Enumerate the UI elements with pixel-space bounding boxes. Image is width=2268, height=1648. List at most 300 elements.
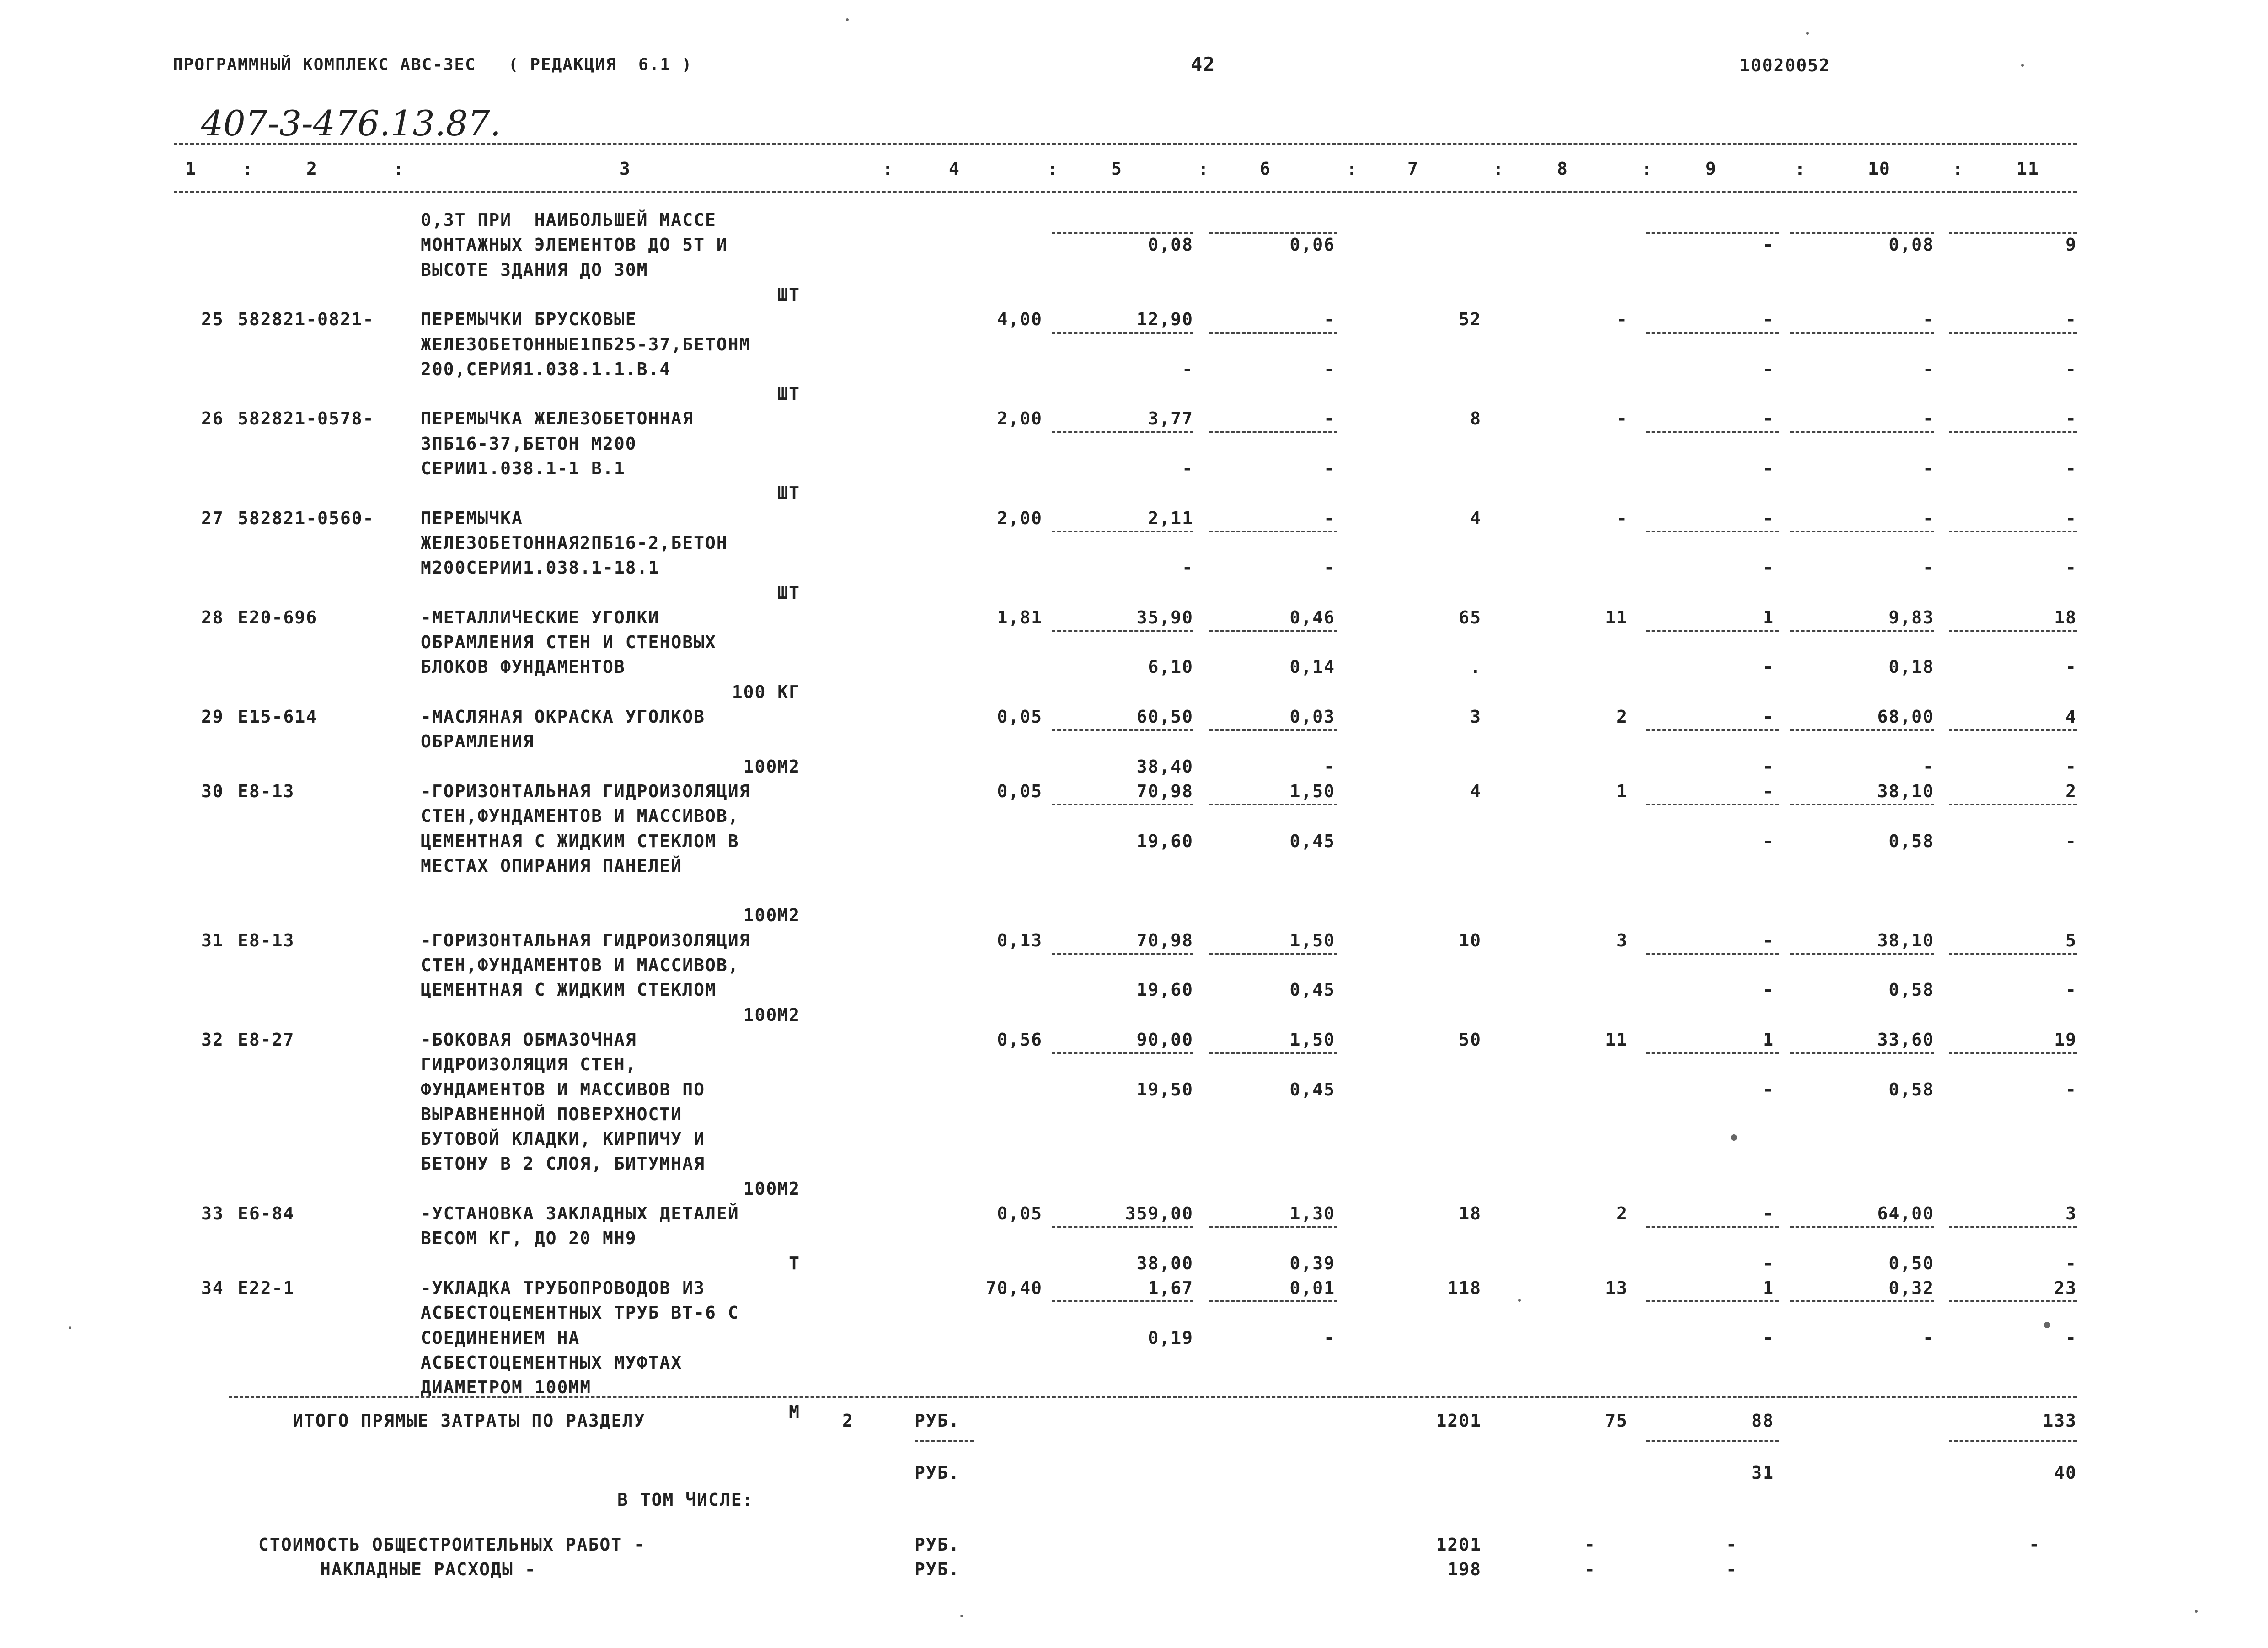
scan-blot bbox=[2044, 1322, 2050, 1328]
col6-unit-wage: - bbox=[1324, 458, 1335, 478]
cell-rule bbox=[1209, 431, 1337, 433]
col4-quantity: 2,00 bbox=[997, 408, 1043, 429]
work-description: ЦЕМЕНТНАЯ С ЖИДКИМ СТЕКЛОМ bbox=[421, 980, 717, 1000]
total-rule-col11 bbox=[1949, 1440, 2077, 1442]
col9-machines: - bbox=[1763, 235, 1774, 255]
work-description: МЕСТАХ ОПИРАНИЯ ПАНЕЛЕЙ bbox=[421, 856, 683, 876]
col9-machines: - bbox=[1763, 980, 1774, 1000]
document-code: 10020052 bbox=[1739, 55, 1831, 75]
cell-rule bbox=[1209, 1052, 1337, 1054]
column-separator: : bbox=[1347, 159, 1358, 179]
cell-rule bbox=[1052, 729, 1193, 731]
col11-value: - bbox=[2065, 309, 2077, 329]
item-number: 31 bbox=[201, 930, 224, 950]
col5-unit-cost: 6,10 bbox=[1148, 657, 1193, 677]
col10-value: - bbox=[1923, 1328, 1934, 1348]
work-description: БЕТОНУ В 2 СЛОЯ, БИТУМНАЯ bbox=[421, 1154, 705, 1174]
col9-machines: - bbox=[1763, 1079, 1774, 1100]
col11-value: - bbox=[2065, 1079, 2077, 1100]
cell-rule bbox=[1790, 1052, 1934, 1054]
col5-unit-cost: 60,50 bbox=[1136, 707, 1193, 727]
cell-rule bbox=[1949, 1300, 2077, 1302]
col4-quantity: 0,05 bbox=[997, 781, 1043, 801]
cell-rule bbox=[1209, 232, 1337, 234]
column-separator: : bbox=[393, 159, 405, 179]
scan-speck bbox=[2195, 1610, 2198, 1613]
overhead-col8: - bbox=[1584, 1559, 1596, 1579]
column-separator: : bbox=[1198, 159, 1209, 179]
col7-total-cost: 118 bbox=[1447, 1278, 1482, 1298]
col10-value: 64,00 bbox=[1877, 1203, 1934, 1224]
cell-rule bbox=[1949, 953, 2077, 955]
item-number: 27 bbox=[201, 508, 224, 528]
total-col8: 75 bbox=[1605, 1411, 1628, 1431]
col8-total-wage: 3 bbox=[1616, 930, 1628, 950]
cell-rule bbox=[1052, 232, 1193, 234]
col10-value: 0,18 bbox=[1888, 657, 1934, 677]
col5-unit-cost: - bbox=[1182, 558, 1193, 578]
col5-unit-cost: - bbox=[1182, 359, 1193, 379]
cost-currency: РУБ. bbox=[915, 1535, 960, 1555]
price-code: Е6-84 bbox=[238, 1203, 295, 1224]
cell-rule bbox=[1790, 232, 1934, 234]
col8-total-wage: 11 bbox=[1605, 1030, 1628, 1050]
col10-value: 38,10 bbox=[1877, 930, 1934, 950]
col11-value: 2 bbox=[2065, 781, 2077, 801]
work-description: АСБЕСТОЦЕМЕНТНЫХ ТРУБ ВТ-6 С bbox=[421, 1303, 739, 1323]
price-code: Е22-1 bbox=[238, 1278, 295, 1298]
work-description: ГИДРОИЗОЛЯЦИЯ СТЕН, bbox=[421, 1054, 637, 1074]
item-number: 34 bbox=[201, 1278, 224, 1298]
col9-machines: - bbox=[1763, 1253, 1774, 1273]
total-rule-col9 bbox=[1646, 1440, 1779, 1442]
cell-rule bbox=[1646, 804, 1779, 805]
work-description: ВЕСОМ КГ, ДО 20 МН9 bbox=[421, 1228, 637, 1248]
col10-value: - bbox=[1923, 558, 1934, 578]
col10-value: 0,58 bbox=[1888, 980, 1934, 1000]
scan-speck bbox=[960, 1615, 963, 1617]
col10-value: - bbox=[1923, 309, 1934, 329]
col6-unit-wage: 1,50 bbox=[1289, 1030, 1335, 1050]
col5-unit-cost: - bbox=[1182, 458, 1193, 478]
col5-unit-cost: 359,00 bbox=[1125, 1203, 1193, 1224]
col8-total-wage: 1 bbox=[1616, 781, 1628, 801]
col9-machines: - bbox=[1763, 309, 1774, 329]
col6-unit-wage: - bbox=[1324, 1328, 1335, 1348]
unit-of-measure: ШТ bbox=[777, 583, 800, 603]
item-number: 26 bbox=[201, 408, 224, 429]
col8-total-wage: 11 bbox=[1605, 607, 1628, 628]
col7-total-cost: 3 bbox=[1470, 707, 1482, 727]
work-description: ФУНДАМЕНТОВ И МАССИВОВ ПО bbox=[421, 1079, 705, 1100]
col6-unit-wage: - bbox=[1324, 558, 1335, 578]
col8-total-wage: 2 bbox=[1616, 1203, 1628, 1224]
col9-machines: 1 bbox=[1763, 1278, 1774, 1298]
work-description: -МЕТАЛЛИЧЕСКИЕ УГОЛКИ bbox=[421, 607, 660, 628]
cell-rule bbox=[1209, 804, 1337, 805]
col7-total-cost: 4 bbox=[1470, 781, 1482, 801]
unit-of-measure: 100 КГ bbox=[732, 682, 800, 702]
total-rule-currency bbox=[915, 1440, 974, 1442]
column-header: 10 bbox=[1868, 159, 1891, 179]
item-number: 25 bbox=[201, 309, 224, 329]
item-number: 28 bbox=[201, 607, 224, 628]
cell-rule bbox=[1949, 729, 2077, 731]
col10-value: - bbox=[1923, 508, 1934, 528]
cell-rule bbox=[1052, 1300, 1193, 1302]
col10-value: 0,50 bbox=[1888, 1253, 1934, 1273]
col5-unit-cost: 3,77 bbox=[1148, 408, 1193, 429]
col5-unit-cost: 0,19 bbox=[1148, 1328, 1193, 1348]
work-description: СЕРИИ1.038.1-1 В.1 bbox=[421, 458, 626, 478]
cell-rule bbox=[1949, 1052, 2077, 1054]
col11-value: - bbox=[2065, 757, 2077, 777]
cell-rule bbox=[1052, 953, 1193, 955]
cell-rule bbox=[1949, 1226, 2077, 1228]
unit-of-measure: Т bbox=[789, 1253, 800, 1273]
cell-rule bbox=[1209, 332, 1337, 334]
work-description: ОБРАМЛЕНИЯ СТЕН И СТЕНОВЫХ bbox=[421, 632, 717, 652]
col7-total-cost: . bbox=[1470, 657, 1482, 677]
price-code: 582821-0821- bbox=[238, 309, 374, 329]
col5-unit-cost: 19,60 bbox=[1136, 831, 1193, 851]
col6-unit-wage: - bbox=[1324, 408, 1335, 429]
cell-rule bbox=[1052, 332, 1193, 334]
col9-machines: - bbox=[1763, 707, 1774, 727]
col7-total-cost: 50 bbox=[1459, 1030, 1482, 1050]
col6-unit-wage: 0,45 bbox=[1289, 1079, 1335, 1100]
column-header: 7 bbox=[1407, 159, 1419, 179]
col10-value: 9,83 bbox=[1888, 607, 1934, 628]
cell-rule bbox=[1209, 729, 1337, 731]
column-separator: : bbox=[1952, 159, 1964, 179]
col11-value: - bbox=[2065, 657, 2077, 677]
page-number: 42 bbox=[1191, 53, 1216, 75]
col11-value: - bbox=[2065, 980, 2077, 1000]
unit-of-measure: ШТ bbox=[777, 285, 800, 305]
cell-rule bbox=[1646, 630, 1779, 632]
cell-rule bbox=[1052, 1052, 1193, 1054]
cell-rule bbox=[1790, 431, 1934, 433]
work-description: -ГОРИЗОНТАЛЬНАЯ ГИДРОИЗОЛЯЦИЯ bbox=[421, 781, 751, 801]
col6-unit-wage: 0,45 bbox=[1289, 831, 1335, 851]
scan-blot bbox=[1731, 1134, 1737, 1141]
column-separator: : bbox=[1642, 159, 1653, 179]
work-description: МОНТАЖНЫХ ЭЛЕМЕНТОВ ДО 5Т И bbox=[421, 235, 728, 255]
cell-rule bbox=[1209, 1226, 1337, 1228]
col8-total-wage: - bbox=[1616, 508, 1628, 528]
work-description: -УСТАНОВКА ЗАКЛАДНЫХ ДЕТАЛЕЙ bbox=[421, 1203, 739, 1224]
col10-value: - bbox=[1923, 359, 1934, 379]
cell-rule bbox=[1646, 531, 1779, 532]
col5-unit-cost: 38,00 bbox=[1136, 1253, 1193, 1273]
col4-quantity: 0,56 bbox=[997, 1030, 1043, 1050]
column-header: 2 bbox=[306, 159, 318, 179]
col4-quantity: 0,13 bbox=[997, 930, 1043, 950]
work-description: ВЫСОТЕ ЗДАНИЯ ДО 30М bbox=[421, 260, 648, 280]
col5-unit-cost: 38,40 bbox=[1136, 757, 1193, 777]
total-col9: 88 bbox=[1751, 1411, 1774, 1431]
col6-unit-wage: - bbox=[1324, 757, 1335, 777]
summary-rule bbox=[229, 1396, 2077, 1398]
work-description: М200СЕРИИ1.038.1-18.1 bbox=[421, 558, 660, 578]
cell-rule bbox=[1790, 804, 1934, 805]
sub-col11: 40 bbox=[2054, 1463, 2077, 1483]
col11-value: - bbox=[2065, 831, 2077, 851]
col7-total-cost: 4 bbox=[1470, 508, 1482, 528]
cell-rule bbox=[1646, 431, 1779, 433]
total-section: 2 bbox=[842, 1411, 854, 1431]
col9-machines: - bbox=[1763, 757, 1774, 777]
col9-machines: - bbox=[1763, 359, 1774, 379]
col6-unit-wage: 0,14 bbox=[1289, 657, 1335, 677]
cell-rule bbox=[1209, 953, 1337, 955]
unit-of-measure: 100М2 bbox=[743, 1005, 800, 1025]
col7-total-cost: 10 bbox=[1459, 930, 1482, 950]
cost-label: СТОИМОСТЬ ОБЩЕСТРОИТЕЛЬНЫХ РАБОТ - bbox=[258, 1535, 645, 1555]
overhead-col7: 198 bbox=[1447, 1559, 1482, 1579]
col9-machines: - bbox=[1763, 831, 1774, 851]
unit-of-measure: 100М2 bbox=[743, 905, 800, 925]
unit-of-measure: ШТ bbox=[777, 384, 800, 404]
column-header: 4 bbox=[949, 159, 960, 179]
col9-machines: - bbox=[1763, 458, 1774, 478]
work-description: ДИАМЕТРОМ 100ММ bbox=[421, 1377, 592, 1397]
cell-rule bbox=[1790, 332, 1934, 334]
col10-value: 68,00 bbox=[1877, 707, 1934, 727]
work-description: ПЕРЕМЫЧКА bbox=[421, 508, 523, 528]
cell-rule bbox=[1646, 1300, 1779, 1302]
col6-unit-wage: 0,01 bbox=[1289, 1278, 1335, 1298]
work-description: ОБРАМЛЕНИЯ bbox=[421, 731, 535, 752]
cell-rule bbox=[1052, 531, 1193, 532]
cell-rule bbox=[1052, 431, 1193, 433]
cell-rule bbox=[1790, 1226, 1934, 1228]
work-description: ПЕРЕМЫЧКА ЖЕЛЕЗОБЕТОННАЯ bbox=[421, 408, 694, 429]
col10-value: - bbox=[1923, 757, 1934, 777]
col11-value: 3 bbox=[2065, 1203, 2077, 1224]
work-description: АСБЕСТОЦЕМЕНТНЫХ МУФТАХ bbox=[421, 1353, 683, 1373]
col10-value: - bbox=[1923, 458, 1934, 478]
col11-value: - bbox=[2065, 1253, 2077, 1273]
col5-unit-cost: 1,67 bbox=[1148, 1278, 1193, 1298]
col10-value: - bbox=[1923, 408, 1934, 429]
overhead-col9: - bbox=[1726, 1559, 1738, 1579]
cell-rule bbox=[1052, 630, 1193, 632]
work-description: 0,3Т ПРИ НАИБОЛЬШЕЙ МАССЕ bbox=[421, 210, 717, 230]
cost-col9: - bbox=[1726, 1535, 1738, 1555]
cell-rule bbox=[1949, 332, 2077, 334]
col5-unit-cost: 2,11 bbox=[1148, 508, 1193, 528]
col6-unit-wage: - bbox=[1324, 508, 1335, 528]
column-header: 6 bbox=[1260, 159, 1271, 179]
cell-rule bbox=[1790, 630, 1934, 632]
cell-rule bbox=[1646, 1052, 1779, 1054]
col9-machines: - bbox=[1763, 508, 1774, 528]
col7-total-cost: 52 bbox=[1459, 309, 1482, 329]
price-code: 582821-0578- bbox=[238, 408, 374, 429]
col6-unit-wage: 1,50 bbox=[1289, 930, 1335, 950]
column-header: 3 bbox=[620, 159, 631, 179]
work-description: ЖЕЛЕЗОБЕТОННАЯ2ПБ16-2,БЕТОН bbox=[421, 533, 728, 553]
col7-total-cost: 18 bbox=[1459, 1203, 1482, 1224]
total-currency: РУБ. bbox=[915, 1411, 960, 1431]
col11-value: - bbox=[2065, 408, 2077, 429]
col6-unit-wage: 1,30 bbox=[1289, 1203, 1335, 1224]
column-separator: : bbox=[883, 159, 894, 179]
header-rule bbox=[174, 191, 2077, 193]
col4-quantity: 4,00 bbox=[997, 309, 1043, 329]
col8-total-wage: - bbox=[1616, 309, 1628, 329]
scan-speck bbox=[846, 18, 849, 21]
col10-value: 0,58 bbox=[1888, 831, 1934, 851]
col7-total-cost: 65 bbox=[1459, 607, 1482, 628]
cost-col8: - bbox=[1584, 1535, 1596, 1555]
column-header: 8 bbox=[1557, 159, 1568, 179]
col11-value: - bbox=[2065, 1328, 2077, 1348]
work-description: 3ПБ16-37,БЕТОН М200 bbox=[421, 434, 637, 454]
col11-value: - bbox=[2065, 458, 2077, 478]
col9-machines: - bbox=[1763, 558, 1774, 578]
cell-rule bbox=[1646, 232, 1779, 234]
col11-value: - bbox=[2065, 558, 2077, 578]
cell-rule bbox=[1646, 1226, 1779, 1228]
total-label: ИТОГО ПРЯМЫЕ ЗАТРАТЫ ПО РАЗДЕЛУ bbox=[293, 1411, 646, 1431]
sub-currency: РУБ. bbox=[915, 1463, 960, 1483]
cell-rule bbox=[1646, 332, 1779, 334]
col6-unit-wage: 0,03 bbox=[1289, 707, 1335, 727]
work-description: СОЕДИНЕНИЕМ НА bbox=[421, 1328, 580, 1348]
cell-rule bbox=[1646, 953, 1779, 955]
cell-rule bbox=[1209, 630, 1337, 632]
cost-col7: 1201 bbox=[1436, 1535, 1482, 1555]
col5-unit-cost: 35,90 bbox=[1136, 607, 1193, 628]
work-description: ВЫРАВНЕННОЙ ПОВЕРХНОСТИ bbox=[421, 1104, 683, 1124]
cell-rule bbox=[1790, 531, 1934, 532]
col10-value: 33,60 bbox=[1877, 1030, 1934, 1050]
work-description: ЦЕМЕНТНАЯ С ЖИДКИМ СТЕКЛОМ В bbox=[421, 831, 739, 851]
col5-unit-cost: 19,60 bbox=[1136, 980, 1193, 1000]
cell-rule bbox=[1949, 232, 2077, 234]
col6-unit-wage: 0,45 bbox=[1289, 980, 1335, 1000]
col9-machines: - bbox=[1763, 930, 1774, 950]
col4-quantity: 0,05 bbox=[997, 1203, 1043, 1224]
col6-unit-wage: - bbox=[1324, 309, 1335, 329]
col4-quantity: 0,05 bbox=[997, 707, 1043, 727]
program-header: ПРОГРАММНЫЙ КОМПЛЕКС АВС-3ЕС ( РЕДАКЦИЯ 6.1 ) bbox=[173, 55, 693, 74]
col8-total-wage: 13 bbox=[1605, 1278, 1628, 1298]
cell-rule bbox=[1949, 431, 2077, 433]
col6-unit-wage: 1,50 bbox=[1289, 781, 1335, 801]
item-number: 32 bbox=[201, 1030, 224, 1050]
cell-rule bbox=[1052, 1226, 1193, 1228]
work-description: БУТОВОЙ КЛАДКИ, КИРПИЧУ И bbox=[421, 1129, 705, 1149]
work-description: СТЕН,ФУНДАМЕНТОВ И МАССИВОВ, bbox=[421, 806, 739, 826]
col9-machines: - bbox=[1763, 781, 1774, 801]
item-number: 29 bbox=[201, 707, 224, 727]
cell-rule bbox=[1790, 729, 1934, 731]
col11-value: - bbox=[2065, 508, 2077, 528]
col4-quantity: 2,00 bbox=[997, 508, 1043, 528]
price-code: 582821-0560- bbox=[238, 508, 374, 528]
cell-rule bbox=[1949, 804, 2077, 805]
price-code: Е8-13 bbox=[238, 781, 295, 801]
unit-of-measure: 100М2 bbox=[743, 1179, 800, 1199]
overhead-currency: РУБ. bbox=[915, 1559, 960, 1579]
col5-unit-cost: 19,50 bbox=[1136, 1079, 1193, 1100]
col5-unit-cost: 70,98 bbox=[1136, 781, 1193, 801]
column-separator: : bbox=[1493, 159, 1504, 179]
col10-value: 0,08 bbox=[1888, 235, 1934, 255]
cell-rule bbox=[1790, 1300, 1934, 1302]
cell-rule bbox=[1209, 1300, 1337, 1302]
col5-unit-cost: 90,00 bbox=[1136, 1030, 1193, 1050]
col6-unit-wage: 0,39 bbox=[1289, 1253, 1335, 1273]
scan-speck bbox=[1518, 1299, 1521, 1302]
col11-value: 23 bbox=[2054, 1278, 2077, 1298]
col7-total-cost: 8 bbox=[1470, 408, 1482, 429]
overhead-label: НАКЛАДНЫЕ РАСХОДЫ - bbox=[320, 1559, 536, 1579]
work-description: -УКЛАДКА ТРУБОПРОВОДОВ ИЗ bbox=[421, 1278, 705, 1298]
sub-col9: 31 bbox=[1751, 1463, 1774, 1483]
col6-unit-wage: 0,06 bbox=[1289, 235, 1335, 255]
col5-unit-cost: 12,90 bbox=[1136, 309, 1193, 329]
col9-machines: 1 bbox=[1763, 607, 1774, 628]
total-col7: 1201 bbox=[1436, 1411, 1482, 1431]
price-code: Е15-614 bbox=[238, 707, 318, 727]
including-label: В ТОМ ЧИСЛЕ: bbox=[617, 1490, 754, 1510]
work-description: ЖЕЛЕЗОБЕТОННЫЕ1ПБ25-37,БЕТОНМ bbox=[421, 334, 751, 354]
col8-total-wage: 2 bbox=[1616, 707, 1628, 727]
column-header: 1 bbox=[185, 159, 197, 179]
scan-speck bbox=[1806, 32, 1809, 35]
col4-quantity: 1,81 bbox=[997, 607, 1043, 628]
column-header: 5 bbox=[1111, 159, 1123, 179]
unit-of-measure: 100М2 bbox=[743, 757, 800, 777]
work-description: ПЕРЕМЫЧКИ БРУСКОВЫЕ bbox=[421, 309, 637, 329]
scan-speck bbox=[2021, 64, 2024, 67]
scan-speck bbox=[69, 1326, 71, 1329]
col9-machines: - bbox=[1763, 657, 1774, 677]
col9-machines: - bbox=[1763, 408, 1774, 429]
column-separator: : bbox=[1795, 159, 1806, 179]
col10-value: 38,10 bbox=[1877, 781, 1934, 801]
top-rule bbox=[174, 143, 2077, 145]
col11-value: 4 bbox=[2065, 707, 2077, 727]
total-col11: 133 bbox=[2043, 1411, 2077, 1431]
col5-unit-cost: 0,08 bbox=[1148, 235, 1193, 255]
col11-value: 19 bbox=[2054, 1030, 2077, 1050]
column-header: 9 bbox=[1706, 159, 1717, 179]
work-description: -ГОРИЗОНТАЛЬНАЯ ГИДРОИЗОЛЯЦИЯ bbox=[421, 930, 751, 950]
col5-unit-cost: 70,98 bbox=[1136, 930, 1193, 950]
unit-of-measure: М bbox=[789, 1402, 800, 1422]
work-description: 200,СЕРИЯ1.038.1.1.В.4 bbox=[421, 359, 671, 379]
col11-value: - bbox=[2065, 359, 2077, 379]
unit-of-measure: ШТ bbox=[777, 483, 800, 503]
col11-value: 9 bbox=[2065, 235, 2077, 255]
work-description: -БОКОВАЯ ОБМАЗОЧНАЯ bbox=[421, 1030, 637, 1050]
cell-rule bbox=[1949, 630, 2077, 632]
cost-col11: - bbox=[2029, 1535, 2040, 1555]
cell-rule bbox=[1646, 729, 1779, 731]
price-code: Е20-696 bbox=[238, 607, 318, 628]
cell-rule bbox=[1209, 531, 1337, 532]
work-description: -МАСЛЯНАЯ ОКРАСКА УГОЛКОВ bbox=[421, 707, 705, 727]
cell-rule bbox=[1949, 531, 2077, 532]
col8-total-wage: - bbox=[1616, 408, 1628, 429]
price-code: Е8-13 bbox=[238, 930, 295, 950]
